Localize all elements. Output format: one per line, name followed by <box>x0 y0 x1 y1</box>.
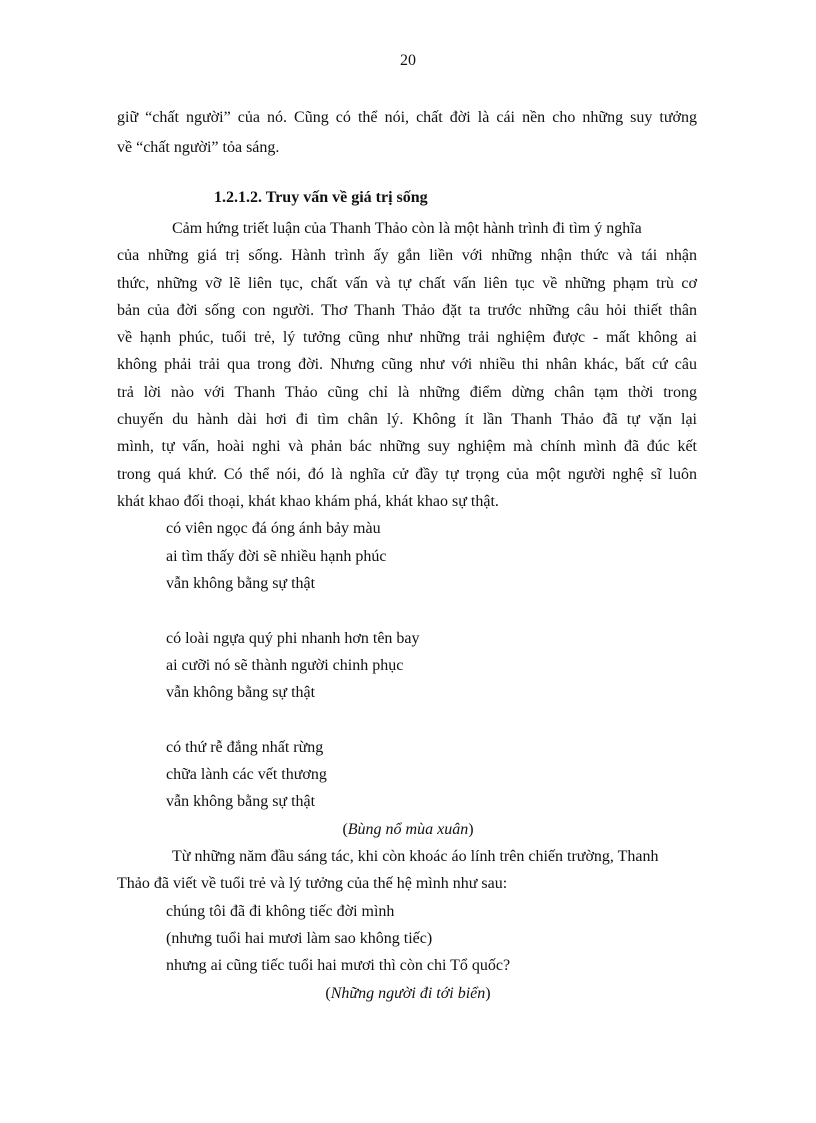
source-open-paren: ( <box>342 821 348 838</box>
paragraph-line: bản của đời sống con người. Thơ Thanh Thảo đặt ta trước những câu hỏi thiết thân <box>117 302 697 319</box>
source-close-paren: ) <box>485 985 491 1002</box>
paragraph-line: chuyến du hành dài hơi đi tìm chân lý. Không ít lần Thanh Thảo đã tự vặn lại <box>117 411 697 428</box>
poem-line: có viên ngọc đá óng ánh bảy màu <box>166 520 381 537</box>
poem-line: có thứ rễ đắng nhất rừng <box>166 739 324 756</box>
paragraph-line: mình, tự vấn, hoài nghi và phản bác những suy nghiệm mà chính mình đã đúc kết <box>117 438 697 455</box>
poem-line: (nhưng tuổi hai mươi làm sao không tiếc) <box>166 930 433 947</box>
poem-line: vẫn không bằng sự thật <box>166 575 316 592</box>
source-close-paren: ) <box>468 821 474 838</box>
paragraph-line: của những giá trị sống. Hành trình ấy gắn liền với những nhận thức và tái nhận <box>117 247 697 264</box>
paragraph-line: về hạnh phúc, tuổi trẻ, lý tưởng cũng như những trải nghiệm được - mất không ai <box>117 329 697 346</box>
paragraph-line: không phải trải qua trong đời. Nhưng cũng như với nhiều thi nhân khác, bất cứ câu <box>117 356 697 373</box>
page-number: 20 <box>400 52 416 69</box>
poem-line: vẫn không bằng sự thật <box>166 684 316 701</box>
poem-line: chữa lành các vết thương <box>166 766 327 783</box>
source-title: Bùng nổ mùa xuân <box>347 821 469 838</box>
section-heading: 1.2.1.2. Truy vấn về giá trị sống <box>214 189 428 206</box>
paragraph-line: Từ những năm đầu sáng tác, khi còn khoác áo lính trên chiến trường, Thanh <box>172 848 659 865</box>
intro-line: giữ “chất người” của nó. Cũng có thể nói, chất đời là cái nền cho những suy tưởng <box>117 109 697 126</box>
paragraph-line: khát khao đối thoại, khát khao khám phá, khát khao sự thật. <box>117 493 499 510</box>
paragraph-line: Thảo đã viết về tuổi trẻ và lý tưởng của thế hệ mình như sau: <box>117 875 508 892</box>
poem-line: nhưng ai cũng tiếc tuổi hai mươi thì còn chi Tổ quốc? <box>166 957 511 974</box>
poem-line: chúng tôi đã đi không tiếc đời mình <box>166 903 395 920</box>
poem-line: ai tìm thấy đời sẽ nhiều hạnh phúc <box>166 548 387 565</box>
poem-line: ai cưỡi nó sẽ thành người chinh phục <box>166 657 404 674</box>
source-open-paren: ( <box>325 985 331 1002</box>
paragraph-line: trong quá khứ. Có thể nói, đó là nghĩa cử đầy tự trọng của một người nghệ sĩ luôn <box>117 466 697 483</box>
poem-source <box>0 984 816 1004</box>
intro-line: về “chất người” tỏa sáng. <box>117 139 280 156</box>
paragraph-line: trả lời nào với Thanh Thảo cũng chỉ là những điểm dừng chân tạm thời trong <box>117 384 697 401</box>
poem-line: vẫn không bằng sự thật <box>166 793 316 810</box>
paragraph-line: thức, những vỡ lẽ liên tục, chất vấn và tự chất vấn liên tục về những phạm trù cơ <box>117 275 697 292</box>
paragraph-line: Cảm hứng triết luận của Thanh Thảo còn là một hành trình đi tìm ý nghĩa <box>172 220 642 237</box>
poem-line: có loài ngựa quý phi nhanh hơn tên bay <box>166 630 420 647</box>
poem-source <box>0 820 816 840</box>
source-title: Những người đi tới biển <box>330 985 486 1002</box>
